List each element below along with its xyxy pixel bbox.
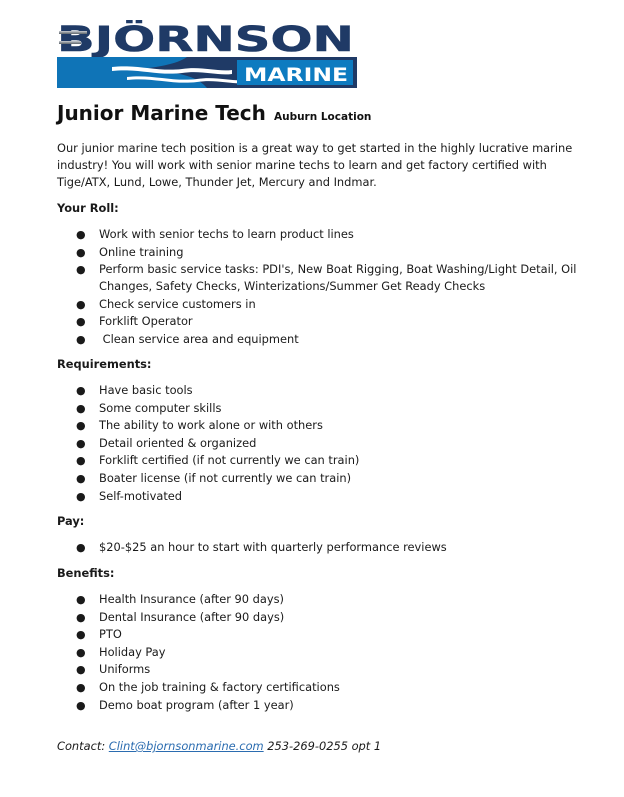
contact-email-link[interactable]: Clint@bjornsonmarine.com [108,739,264,753]
list-item: ● Work with senior techs to learn product lines [76,227,354,241]
list-item: ● Holiday Pay [76,644,166,659]
list-item: ● Check service customers in [76,296,256,311]
bullet-icon: ● [76,645,86,659]
pay-heading: Pay: [57,514,85,528]
list-item: ● Dental Insurance (after 90 days) [76,609,285,624]
list-item: ● Have basic tools [76,383,193,397]
bullet-icon: ● [76,297,86,311]
contact-label: Contact: [57,739,109,753]
job-location: Auburn Location [273,111,372,123]
list-item: ● Some computer skills [76,400,222,415]
bullet-icon: ● [76,436,86,450]
bullet-icon: ● [76,628,86,642]
logo-top-text: BJÖRNSON [57,20,267,60]
bullet-icon: ● [76,454,86,468]
bullet-icon: ● [76,489,86,503]
bullet-icon: ● [76,263,86,277]
bullet-icon: ● [76,610,86,624]
logo-bottom-text: MARINE [244,64,348,86]
list-item: ● Forklift certified (if not currently we can train) [76,453,360,468]
bullet-icon: ● [76,663,86,677]
bullet-icon: ● [76,332,86,346]
bullet-icon: ● [76,245,86,259]
list-item: ● Clean service area and equipment [76,331,299,346]
list-item: ● Demo boat program (after 1 year) [76,697,294,712]
requirements-list [57,382,577,505]
list-item: ● Online training [76,244,184,259]
list-item: ● $20-$25 an hour to start with quarterly performance reviews [76,540,447,554]
list-item: ● Self-motivated [76,488,183,503]
roll-list [57,226,577,349]
bullet-icon: ● [76,471,86,485]
bullet-icon: ● [76,384,86,397]
roll-heading: Your Roll: [57,201,119,215]
intro-paragraph: Our junior marine tech position is a great way to get started in the highly lucrative marine industry! You will work with senior marine techs to learn and get factory certified with Tige/ATX, Lund, Lowe, Thunder Jet, Mercury and Indmar. [57,141,573,189]
list-item: ● Uniforms [76,662,151,677]
requirements-heading: Requirements: [57,357,152,371]
list-item: ● PTO [76,627,122,642]
list-item: ● The ability to work alone or with others [76,418,323,433]
contact-phone: 253-269-0255 opt 1 [263,739,382,753]
bullet-icon: ● [76,401,86,415]
page-heading [57,101,371,125]
job-title: Junior Marine Tech [57,101,266,125]
bullet-icon: ● [76,228,86,241]
bullet-icon: ● [76,680,86,694]
list-item: ● Health Insurance (after 90 days) [76,592,284,606]
bullet-icon: ● [76,698,86,712]
list-item: ● Forklift Operator [76,314,193,329]
bullet-icon: ● [76,593,86,606]
list-item: ● Perform basic service tasks: PDI's, New Boat Rigging, Boat Washing/Light Detail, Oil Changes, Safety Checks, Winterizations/Summer Get Ready Checks [76,262,577,294]
list-item: ● Detail oriented & organized [76,435,257,450]
benefits-heading: Benefits: [57,566,115,580]
list-item: ● On the job training & factory certifications [76,679,340,694]
contact-line [57,739,381,753]
bullet-icon: ● [76,419,86,433]
list-item: ● Boater license (if not currently we can train) [76,470,352,485]
bullet-icon: ● [76,541,86,554]
pay-list [57,539,577,557]
bjornson-marine-logo [57,20,357,88]
benefits-list [57,591,577,714]
bullet-icon: ● [76,315,86,329]
